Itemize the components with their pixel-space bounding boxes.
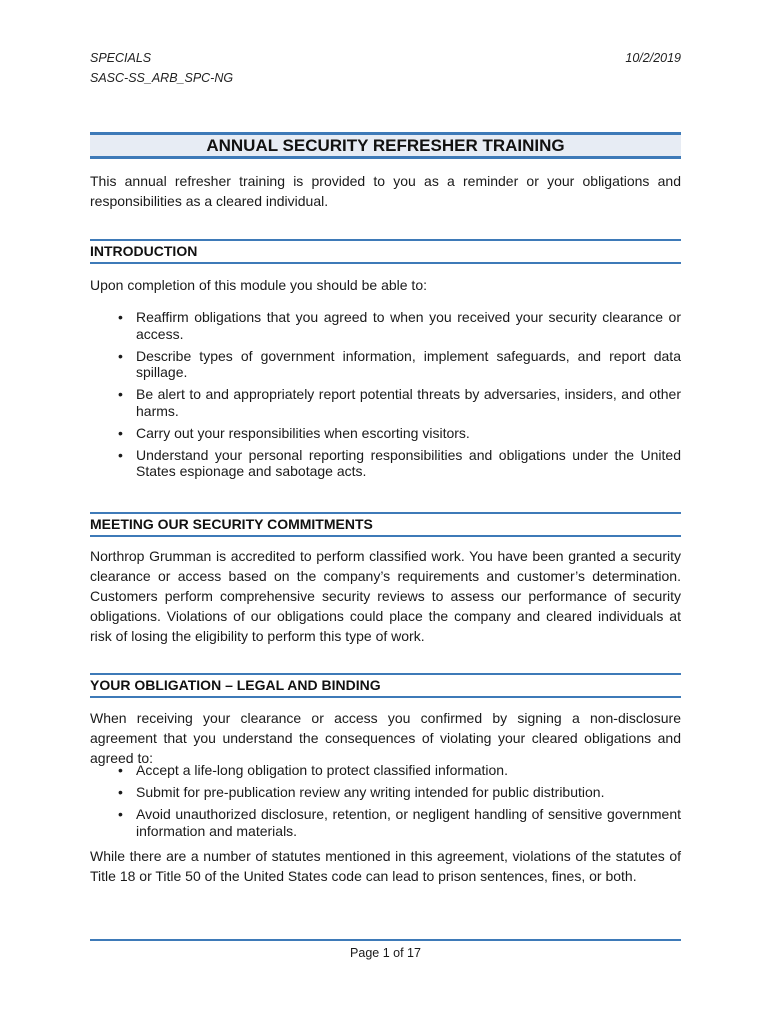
section-heading-text: YOUR OBLIGATION – LEGAL AND BINDING	[90, 677, 381, 693]
bullet-icon: •	[118, 806, 123, 822]
bullet-icon: •	[118, 784, 123, 800]
section-heading-text: MEETING OUR SECURITY COMMITMENTS	[90, 516, 373, 532]
section-heading-commitments	[90, 512, 681, 537]
bullet-icon: •	[118, 309, 123, 325]
footer-divider	[90, 939, 681, 941]
obligation-lead: When receiving your clearance or access you confirmed by signing a non-disclosure agreement that you understand the consequences of violating your cleared obligations and agreed to:	[90, 710, 681, 766]
introduction-bullet-list	[90, 309, 681, 485]
bullet-icon: •	[118, 446, 123, 463]
list-item: • Submit for pre-publication review any writing intended for public distribution.	[118, 784, 605, 800]
page-number: Page 1 of 17	[350, 946, 421, 960]
header-category: SPECIALS	[90, 51, 152, 65]
list-item: • Reaffirm obligations that you agreed to when you received your security clearance or access.	[118, 309, 681, 342]
bullet-icon: •	[118, 762, 123, 778]
bullet-icon: •	[118, 347, 123, 364]
section-heading-text: INTRODUCTION	[90, 243, 198, 259]
intro-paragraph: This annual refresher training is provided to you as a reminder or your obligations and responsibilities as a cleared individual.	[90, 173, 681, 209]
list-item: • Avoid unauthorized disclosure, retention, or negligent handling of sensitive government information and materials.	[118, 806, 681, 839]
list-item: • Describe types of government information, implement safeguards, and report data spillage.	[118, 347, 681, 380]
header-date: 10/2/2019	[625, 51, 681, 65]
list-item: • Carry out your responsibilities when escorting visitors.	[118, 424, 470, 441]
introduction-lead: Upon completion of this module you should be able to:	[90, 277, 427, 293]
section-heading-introduction	[90, 239, 681, 264]
list-item: • Accept a life-long obligation to protect classified information.	[118, 762, 508, 778]
commitments-paragraph: Northrop Grumman is accredited to perform classified work. You have been granted a security clearance or access based on the company’s requirements and customer’s determination. Customers perform comprehensive security reviews to assess our performance of security obligations. Violations of our obligations could place the company and cleared individuals at risk of losing the eligibility to perform this type of work.	[90, 548, 681, 644]
bullet-icon: •	[118, 386, 123, 402]
page-title: ANNUAL SECURITY REFRESHER TRAINING	[206, 136, 565, 155]
obligation-closing-paragraph: While there are a number of statutes mentioned in this agreement, violations of the statutes of Title 18 or Title 50 of the United States code can lead to prison sentences, fines, or both.	[90, 848, 681, 884]
header-document-code: SASC-SS_ARB_SPC-NG	[90, 71, 234, 85]
list-item: • Understand your personal reporting responsibilities and obligations under the United States espionage and sabotage acts.	[118, 446, 681, 479]
obligation-bullet-list	[90, 762, 681, 845]
section-heading-obligation	[90, 673, 681, 698]
list-item: • Be alert to and appropriately report potential threats by adversaries, insiders, and other harms.	[118, 386, 681, 419]
title-banner	[90, 132, 681, 159]
bullet-icon: •	[118, 424, 123, 441]
